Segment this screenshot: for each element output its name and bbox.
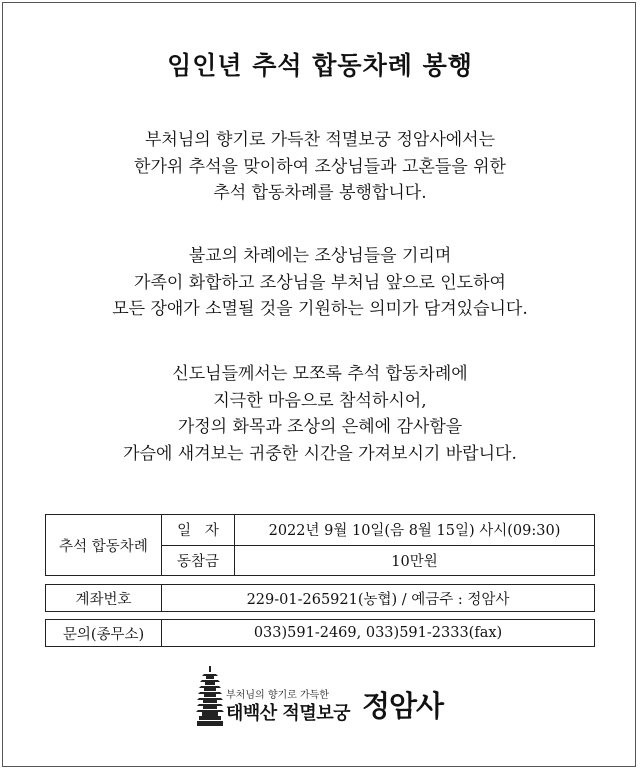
logo-tagline: 부처님의 향기로 가득한 xyxy=(226,690,329,701)
event-info-table xyxy=(45,514,595,576)
paragraph-intro xyxy=(0,127,640,207)
contact-label: 문의(종무소) xyxy=(46,620,162,647)
account-table xyxy=(45,584,595,612)
paragraph-line: 가정의 화목과 조상의 은혜에 감사함을 xyxy=(177,417,463,437)
account-value: 229-01-265921(농협) / 예금주 : 정암사 xyxy=(162,585,595,612)
contact-table xyxy=(45,619,595,647)
paragraph-meaning xyxy=(0,243,640,323)
temple-logo xyxy=(196,666,466,730)
fee-value: 10만원 xyxy=(235,545,595,576)
paragraph-line: 추석 합동차례를 봉행합니다. xyxy=(213,183,427,203)
page-title: 임인년 추석 합동차례 봉행 xyxy=(167,51,473,80)
paragraph-invitation xyxy=(0,361,640,467)
paragraph-line: 가슴에 새겨보는 귀중한 시간을 가져보시기 바랍니다. xyxy=(123,443,517,464)
date-value: 2022년 9월 10일(음 8월 15일) 사시(09:30) xyxy=(235,515,595,546)
paragraph-line: 불교의 차례에는 조상님들을 기리며 xyxy=(188,246,452,266)
logo-name: 정암사 xyxy=(362,689,444,723)
paragraph-line: 부처님의 향기로 가득찬 적멸보궁 정암사에서는 xyxy=(144,130,496,150)
paragraph-line: 가족이 화합하고 조상님을 부처님 앞으로 인도하여 xyxy=(134,272,506,293)
paragraph-line: 신도님들께서는 모쪼록 추석 합동차례에 xyxy=(172,364,468,384)
account-label: 계좌번호 xyxy=(46,585,162,612)
date-label: 일 자 xyxy=(162,515,235,546)
paragraph-line: 지극한 마음으로 참석하시어, xyxy=(213,390,427,411)
paragraph-line: 한가위 추석을 맞이하여 조상님들과 고혼들을 위한 xyxy=(134,156,506,177)
pagoda-icon xyxy=(196,666,224,728)
event-label: 추석 합동차례 xyxy=(46,515,162,576)
fee-label: 동참금 xyxy=(162,545,235,576)
logo-subtitle: 태백산 적멸보궁 xyxy=(226,703,350,724)
paragraph-line: 모든 장애가 소멸될 것을 기원하는 의미가 담겨있습니다. xyxy=(112,299,528,319)
contact-value: 033)591-2469, 033)591-2333(fax) xyxy=(162,620,595,647)
